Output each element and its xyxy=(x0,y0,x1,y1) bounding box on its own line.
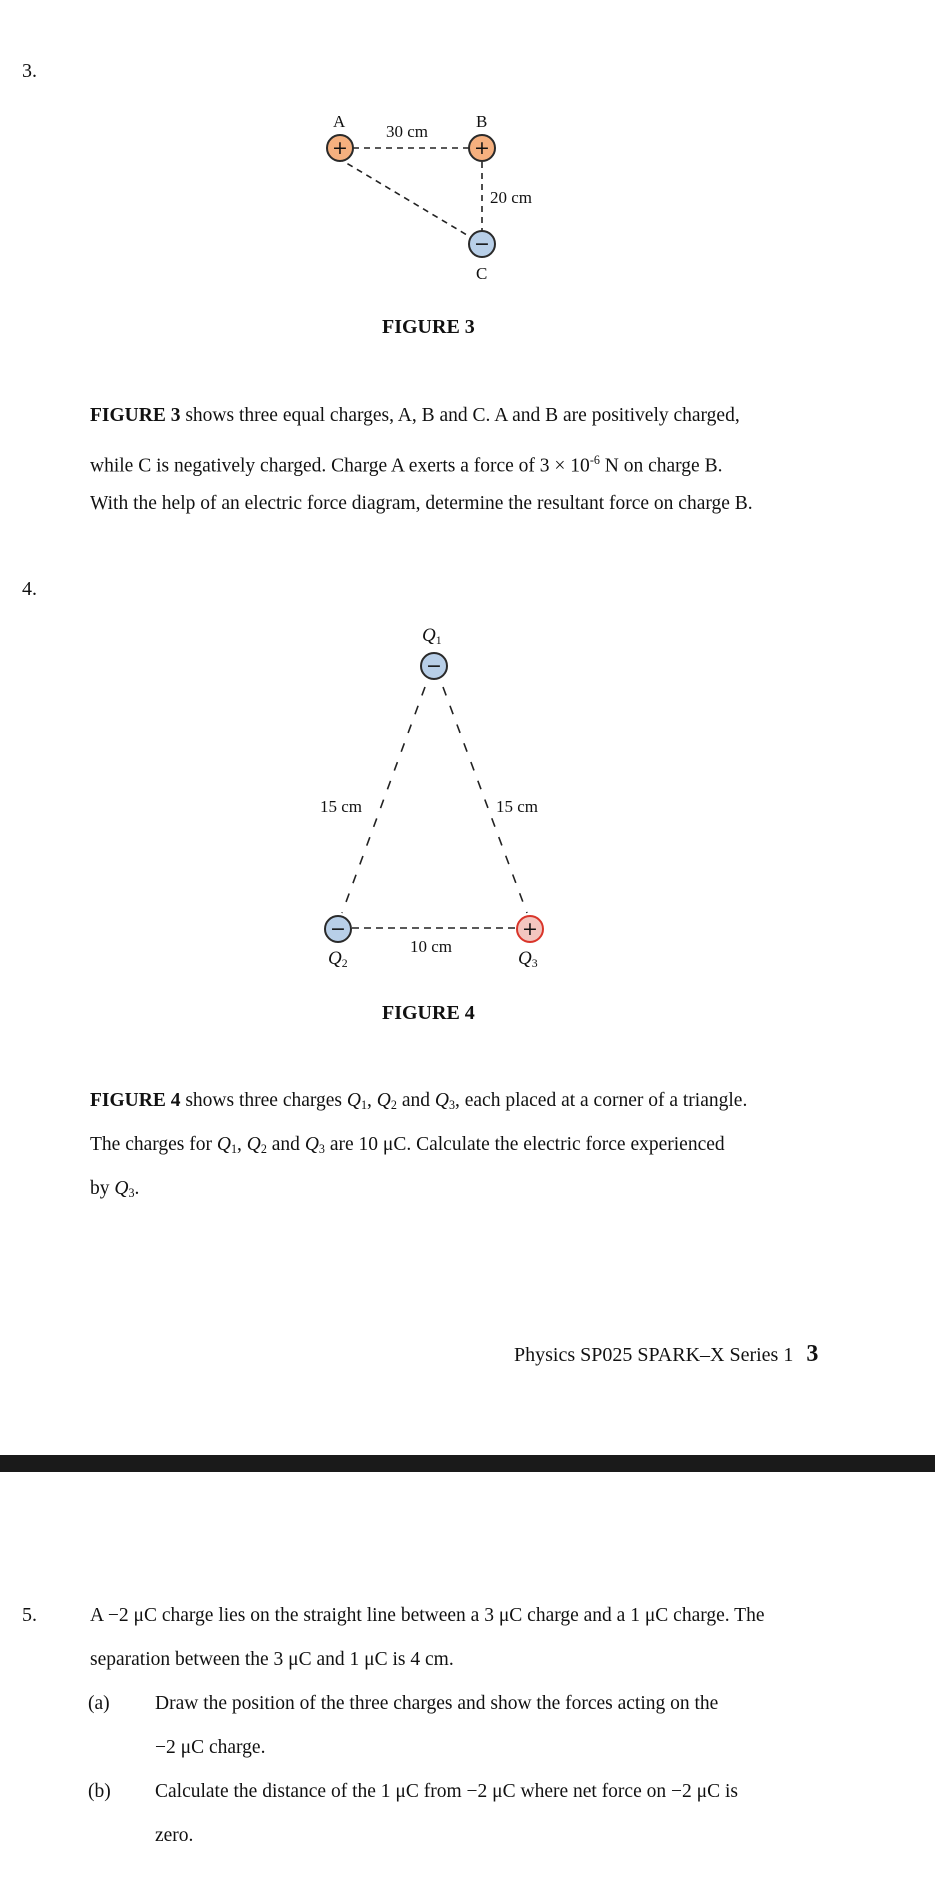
part-a-label: (a) xyxy=(88,1693,110,1714)
distance-left: 15 cm xyxy=(320,797,363,816)
text: shows three charges xyxy=(180,1090,347,1111)
part-b-line-2: zero. xyxy=(155,1825,194,1846)
label-a: A xyxy=(333,112,346,131)
label-b: B xyxy=(476,112,488,131)
part-b-label: (b) xyxy=(88,1781,111,1802)
text: by xyxy=(90,1178,115,1199)
q-letter: Q xyxy=(422,625,436,646)
subscript: 1 xyxy=(435,633,442,647)
subscript: 1 xyxy=(230,1142,238,1157)
figure-3-caption: FIGURE 3 xyxy=(382,316,475,338)
charge-c: − xyxy=(468,230,496,258)
subscript: 3 xyxy=(448,1098,455,1113)
text: and xyxy=(396,1090,435,1111)
figure-4-diagram xyxy=(300,615,580,975)
q3-line-2-text: while C is negatively charged. Charge A exerts a force of 3 × 10 xyxy=(90,455,590,477)
text: and xyxy=(266,1134,305,1155)
label-q1 xyxy=(422,625,442,648)
page-divider xyxy=(0,1455,935,1472)
question-number: 5. xyxy=(22,1604,37,1626)
part-a-line-1: Draw the position of the three charges and show the forces acting on the xyxy=(155,1693,719,1714)
page-number: 3 xyxy=(806,1341,819,1367)
question-number: 3. xyxy=(22,60,37,82)
figure-ref: FIGURE 3 xyxy=(90,405,181,426)
q-letter: Q xyxy=(216,1134,231,1155)
subscript: 3 xyxy=(318,1142,325,1157)
q4-line-1 xyxy=(90,1079,747,1127)
subscript: 3 xyxy=(531,956,538,970)
figure-4-caption: FIGURE 4 xyxy=(382,1002,475,1024)
q4-line-3 xyxy=(90,1167,139,1215)
label-q3 xyxy=(518,948,538,971)
distance-bc: 20 cm xyxy=(490,188,533,207)
part-a-line-2: −2 μC charge. xyxy=(155,1737,266,1758)
q3-line-1 xyxy=(90,394,740,438)
distance-bottom: 10 cm xyxy=(410,937,453,956)
part-b-line-1: Calculate the distance of the 1 μC from −2 μC where net force on −2 μC is xyxy=(155,1781,738,1802)
q3-line-2 xyxy=(90,438,722,488)
text: , each placed at a corner of a triangle. xyxy=(454,1090,748,1111)
subscript: 1 xyxy=(361,1098,368,1113)
q-letter: Q xyxy=(304,1134,319,1155)
q3-line-1-text: shows three equal charges, A, B and C. A and B are positively charged, xyxy=(180,405,740,426)
figure-ref: FIGURE 4 xyxy=(90,1090,181,1111)
distance-ab: 30 cm xyxy=(386,122,429,141)
q-letter: Q xyxy=(114,1178,129,1199)
subscript: 2 xyxy=(390,1098,397,1113)
q5-line-1: A −2 μC charge lies on the straight line between a 3 μC charge and a 1 μC charge. The xyxy=(90,1605,765,1626)
label-q2 xyxy=(328,948,348,971)
charge-b: + xyxy=(468,134,496,162)
subscript: 2 xyxy=(260,1142,267,1157)
subscript: 3 xyxy=(128,1186,135,1201)
text: . xyxy=(134,1178,140,1199)
q4-line-2 xyxy=(90,1123,725,1171)
q-letter: Q xyxy=(518,948,532,969)
q-letter: Q xyxy=(246,1134,261,1155)
figure-3-diagram xyxy=(300,100,560,300)
q-letter: Q xyxy=(328,948,342,969)
charge-q3: + xyxy=(516,915,544,943)
q3-line-2-end: N on charge B. xyxy=(599,455,723,477)
q-letter: Q xyxy=(434,1090,449,1111)
text: , xyxy=(237,1134,247,1155)
page-footer xyxy=(514,1341,818,1368)
subscript: 2 xyxy=(341,956,348,970)
q3-line-3: With the help of an electric force diagram, determine the resultant force on charge B. xyxy=(90,493,753,514)
text: , xyxy=(367,1090,377,1111)
text: are 10 μC. Calculate the electric force experienced xyxy=(324,1134,725,1155)
charge-q1: − xyxy=(420,652,448,680)
question-number: 4. xyxy=(22,578,37,600)
q5-line-2: separation between the 3 μC and 1 μC is 4 cm. xyxy=(90,1649,454,1670)
charge-q2: − xyxy=(324,915,352,943)
charge-a: + xyxy=(326,134,354,162)
exponent: -6 xyxy=(589,453,600,467)
text: The charges for xyxy=(90,1134,217,1155)
footer-text: Physics SP025 SPARK–X Series 1 xyxy=(514,1344,794,1366)
label-c: C xyxy=(476,264,488,283)
q-letter: Q xyxy=(376,1090,391,1111)
distance-right: 15 cm xyxy=(496,797,539,816)
q-letter: Q xyxy=(346,1090,361,1111)
